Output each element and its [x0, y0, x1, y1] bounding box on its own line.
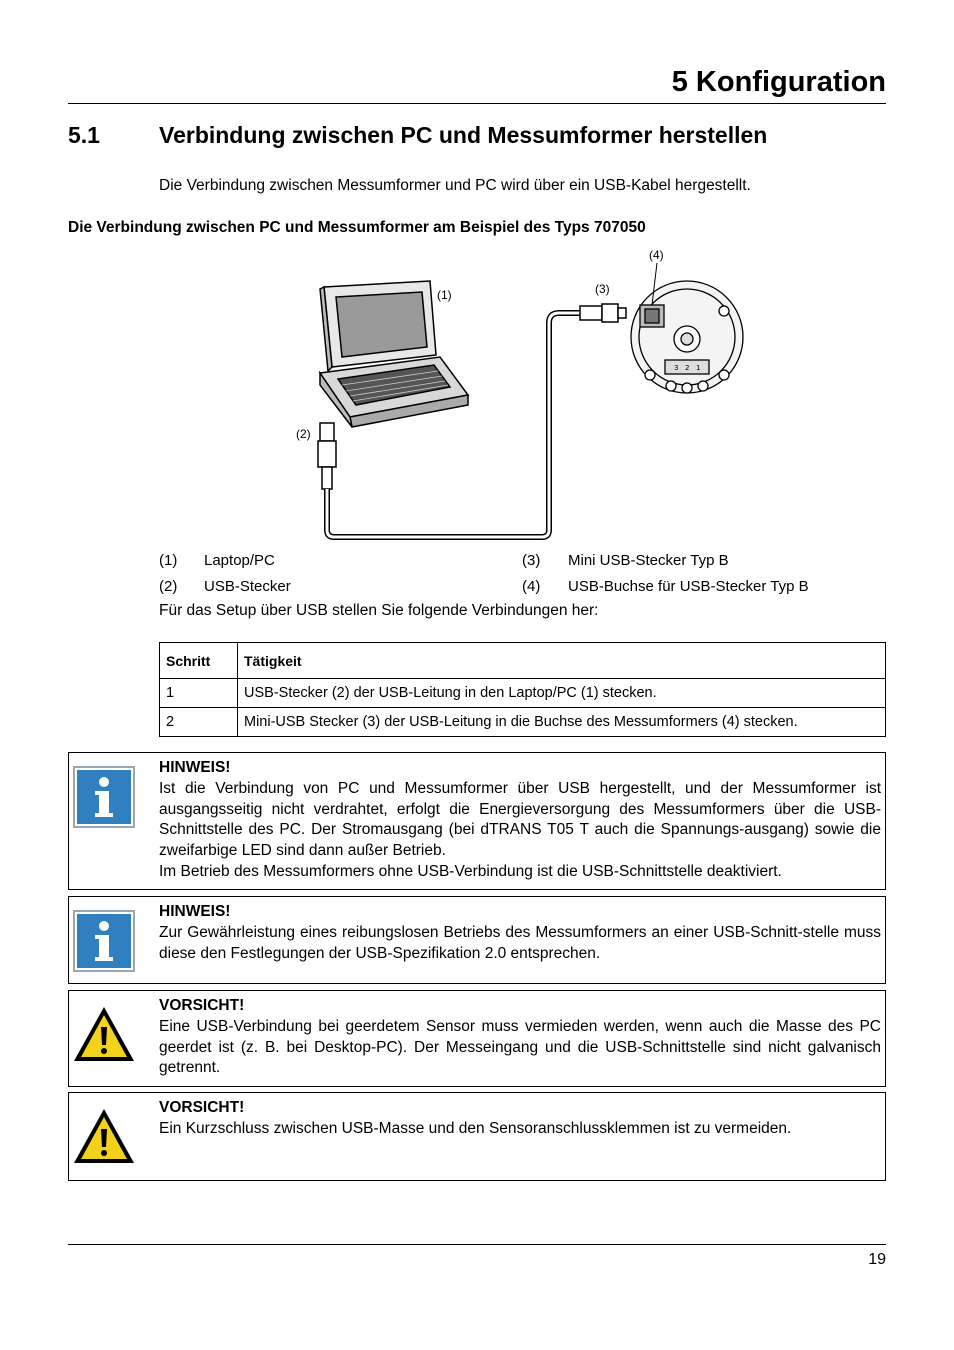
usb-a-plug-illustration — [318, 423, 336, 489]
terminal-label-3: 3 — [674, 364, 679, 372]
table-row — [160, 679, 886, 708]
page-number: 19 — [868, 1251, 886, 1268]
note-paragraph: Zur Gewährleistung eines reibungslosen Betriebs des Messumformers an einer USB-Schnitt-stelle muss diese den Festlegungen der USB-Spezifikation 2.0 entsprechen. — [159, 923, 881, 962]
mini-usb-plug-illustration — [580, 304, 626, 322]
note-box-info — [68, 752, 886, 890]
header-rule — [68, 103, 886, 104]
legend-num-3: (3) — [522, 552, 541, 569]
info-icon — [72, 765, 136, 829]
note-heading: HINWEIS! — [159, 903, 231, 920]
step-activity: Mini-USB Stecker (3) der USB-Leitung in die Buchse des Messumformers (4) stecken. — [238, 708, 886, 737]
warning-icon — [72, 1003, 136, 1067]
laptop-illustration — [320, 281, 468, 427]
legend-text-3: Mini USB-Stecker Typ B — [568, 552, 729, 569]
note-box-info — [68, 896, 886, 984]
footer-rule — [68, 1244, 886, 1245]
callout-2: (2) — [296, 427, 311, 441]
info-icon — [72, 909, 136, 973]
callout-4: (4) — [649, 248, 664, 262]
table-header-row — [160, 643, 886, 679]
note-box-warning — [68, 1092, 886, 1181]
note-paragraph: Eine USB-Verbindung bei geerdetem Sensor muss vermieden werden, wenn auch die Masse des PC geerdet ist (z. B. bei Desktop-PC). Der Messeingang und die USB-Schnittstelle sind nicht galvanisch getrennt. — [159, 1017, 881, 1077]
transmitter-illustration — [631, 281, 743, 393]
header-step: Schritt — [160, 643, 238, 679]
chapter-title: 5 Konfiguration — [671, 66, 886, 98]
legend-text-4: USB-Buchse für USB-Stecker Typ B — [568, 578, 809, 595]
section-number: 5.1 — [68, 122, 100, 148]
legend-num-2: (2) — [159, 578, 178, 595]
note-paragraph: Im Betrieb des Messumformers ohne USB-Verbindung ist die USB-Schnittstelle deaktiviert. — [159, 862, 782, 880]
note-heading: HINWEIS! — [159, 759, 231, 776]
connection-diagram — [280, 245, 780, 545]
callout-1: (1) — [437, 288, 452, 302]
step-number: 1 — [160, 679, 238, 708]
legend-text-1: Laptop/PC — [204, 552, 275, 569]
terminal-label-1: 1 — [696, 364, 701, 372]
note-paragraph: Ein Kurzschluss zwischen USB-Masse und den Sensoranschlussklemmen ist zu vermeiden. — [159, 1119, 792, 1137]
terminal-label-2: 2 — [685, 364, 690, 372]
intro-text: Die Verbindung zwischen Messumformer und PC wird über ein USB-Kabel hergestellt. — [159, 177, 751, 194]
step-number: 2 — [160, 708, 238, 737]
header-activity: Tätigkeit — [238, 643, 886, 679]
legend-num-1: (1) — [159, 552, 178, 569]
section-title: Verbindung zwischen PC und Messumformer herstellen — [159, 122, 768, 148]
figure-subheading: Die Verbindung zwischen PC und Messumformer am Beispiel des Typs 707050 — [68, 219, 646, 236]
callout-3: (3) — [595, 282, 610, 296]
note-heading: VORSICHT! — [159, 997, 245, 1014]
step-activity: USB-Stecker (2) der USB-Leitung in den Laptop/PC (1) stecken. — [238, 679, 886, 708]
note-paragraph: Ist die Verbindung von PC und Messumformer über USB hergestellt, und der Messumformer ist ausgangsseitig nicht verdrahtet, erfolgt die Energieversorgung des Messumformers über die USB-Schnittstelle des PC. Der Stromausgang (bei dTRANS T05 T auch die Spannungs-ausgang) sowie die zweifarbige LED sind dann außer Betrieb. — [159, 779, 881, 860]
table-row — [160, 708, 886, 737]
note-heading: VORSICHT! — [159, 1099, 245, 1116]
warning-icon — [72, 1105, 136, 1169]
legend-num-4: (4) — [522, 578, 541, 595]
legend-text-2: USB-Stecker — [204, 578, 291, 595]
steps-table — [159, 642, 886, 737]
note-box-warning — [68, 990, 886, 1087]
setup-text: Für das Setup über USB stellen Sie folgende Verbindungen her: — [159, 602, 599, 619]
